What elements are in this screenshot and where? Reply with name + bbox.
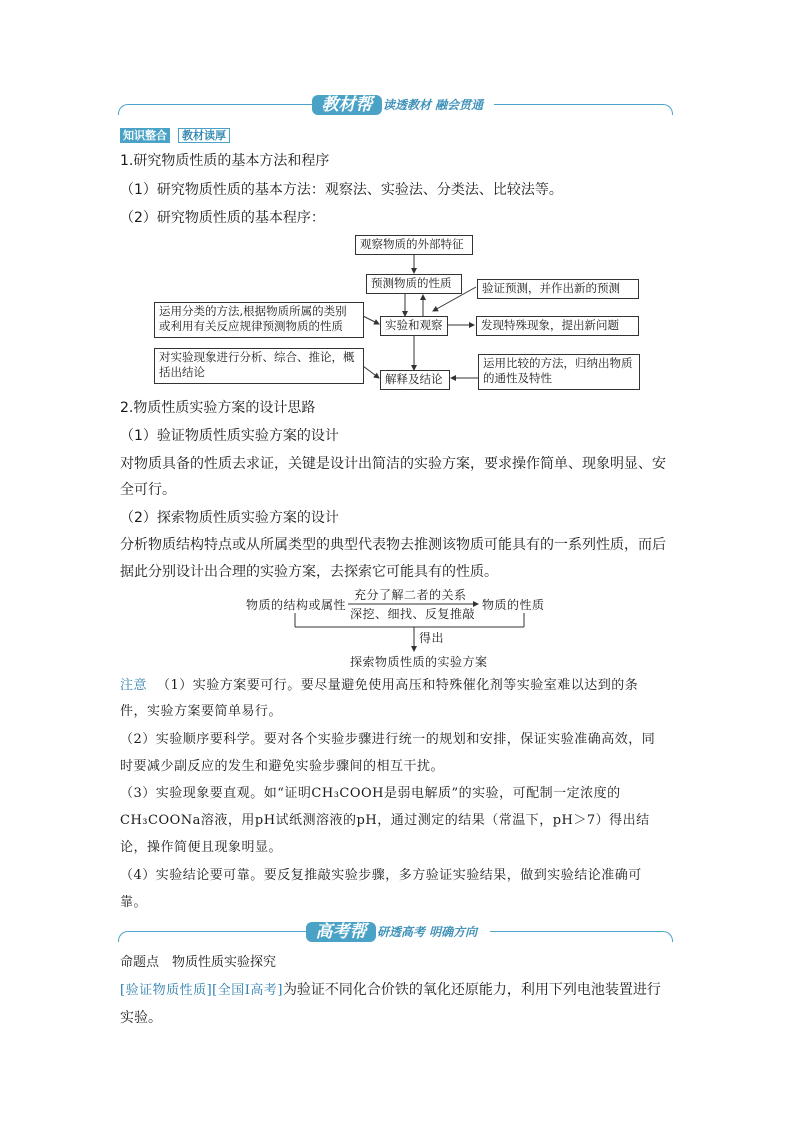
design-top: 充分了解二者的关系 (354, 588, 467, 602)
note-label: 注意 (120, 678, 148, 693)
tag-textbook: 教材读厚 (178, 128, 230, 143)
design-bottom: 深挖、细找、反复推敲 (350, 607, 476, 621)
design-result: 探索物质性质的实验方案 (350, 655, 488, 669)
box-explain: 解释及结论 (380, 370, 450, 390)
note-4-line1: （4）实验结论要可靠。要反复推敲实验步骤，多方验证实验结果，做到实验结论准确可 (120, 868, 642, 883)
box-predict: 预测物质的性质 (366, 274, 462, 294)
section2-p4-line2: 据此分别设计出合理的实验方案，去探索它可能具有的性质。 (120, 564, 498, 580)
banner-subtitle: 读透教材 融会贯通 (383, 98, 484, 112)
box-verify: 验证预测，并作出新的预测 (477, 279, 639, 299)
section2-sub1: （1）验证物质性质实验方案的设计 (120, 428, 339, 444)
analyze-line1: 对实验现象进行分析、综合、推论，概 (159, 350, 355, 364)
tag-knowledge: 知识整合 (120, 128, 170, 143)
design-left: 物质的结构或属性 (246, 598, 347, 612)
section1-methods: （1）研究物质性质的基本方法：观察法、实验法、分类法、比较法等。 (120, 182, 563, 198)
question-text: 为验证不同化合价铁的氧化还原能力，利用下列电池装置进行 (282, 982, 661, 998)
section2-p2-line1: 对物质具备的性质去求证，关键是设计出简洁的实验方案，要求操作简单、现象明显、安 (120, 456, 666, 472)
section3-heading: 命题点 物质性质实验探究 (120, 955, 277, 970)
section1-procedure: （2）研究物质性质的基本程序： (120, 210, 325, 226)
question-line2: 实验。 (120, 1010, 162, 1026)
section2-sub2: （2）探索物质性质实验方案的设计 (120, 510, 339, 526)
classify-line2: 或利用有关反应规律预测物质的性质 (159, 319, 343, 333)
compare-line1: 运用比较的方法，归纳出物质 (483, 356, 633, 370)
question-citation: [验证物质性质][全国Ⅰ高考] (120, 983, 283, 998)
banner-title: 教材帮 (312, 95, 382, 115)
note-1-line1 (120, 677, 638, 695)
note-3-line3: 论，操作简便且现象明显。 (120, 840, 283, 855)
compare-line2: 的通性及特性 (483, 371, 552, 385)
note-1-text: （1）实验方案要可行。要尽量避免使用高压和特殊催化剂等实验室难以达到的条 (157, 678, 639, 693)
note-3-line1: （3）实验现象要直观。如“证明CH₃COOH是弱电解质”的实验，可配制一定浓度的 (120, 786, 621, 801)
box-discover: 发现特殊现象，提出新问题 (476, 316, 639, 336)
box-observe: 观察物质的外部特征 (355, 235, 473, 255)
section1-heading: 1.研究物质性质的基本方法和程序 (120, 153, 330, 169)
section2-heading: 2.物质性质实验方案的设计思路 (120, 400, 316, 416)
note-2-line2: 时要减少副反应的发生和避免实验步骤间的相互干扰。 (120, 759, 445, 774)
design-derive: 得出 (419, 631, 445, 645)
classify-line1: 运用分类的方法,根据物质所属的类别 (159, 304, 347, 318)
analyze-line2: 括出结论 (159, 365, 205, 379)
section2-p2-line2: 全可行。 (120, 482, 176, 498)
design-right: 物质的性质 (482, 598, 545, 612)
note-1-line2: 件，实验方案要简单易行。 (120, 704, 283, 719)
section2-p4-line1: 分析物质结构特点或从所属类型的典型代表物去推测该物质可能具有的一系列性质，而后 (120, 537, 666, 553)
note-4-line2: 靠。 (120, 895, 148, 910)
banner2-subtitle: 研透高考 明确方向 (377, 925, 478, 939)
box-experiment: 实验和观察 (380, 316, 448, 336)
note-3-line2: CH₃COONa溶液，用pH试纸测溶液的pH，通过测定的结果（常温下，pH＞7）得出结 (120, 813, 650, 828)
note-2-line1: （2）实验顺序要科学。要对各个实验步骤进行统一的规划和安排，保证实验准确高效，同 (120, 732, 656, 747)
banner2-title: 高考帮 (306, 922, 376, 942)
question-line1 (120, 981, 661, 1000)
